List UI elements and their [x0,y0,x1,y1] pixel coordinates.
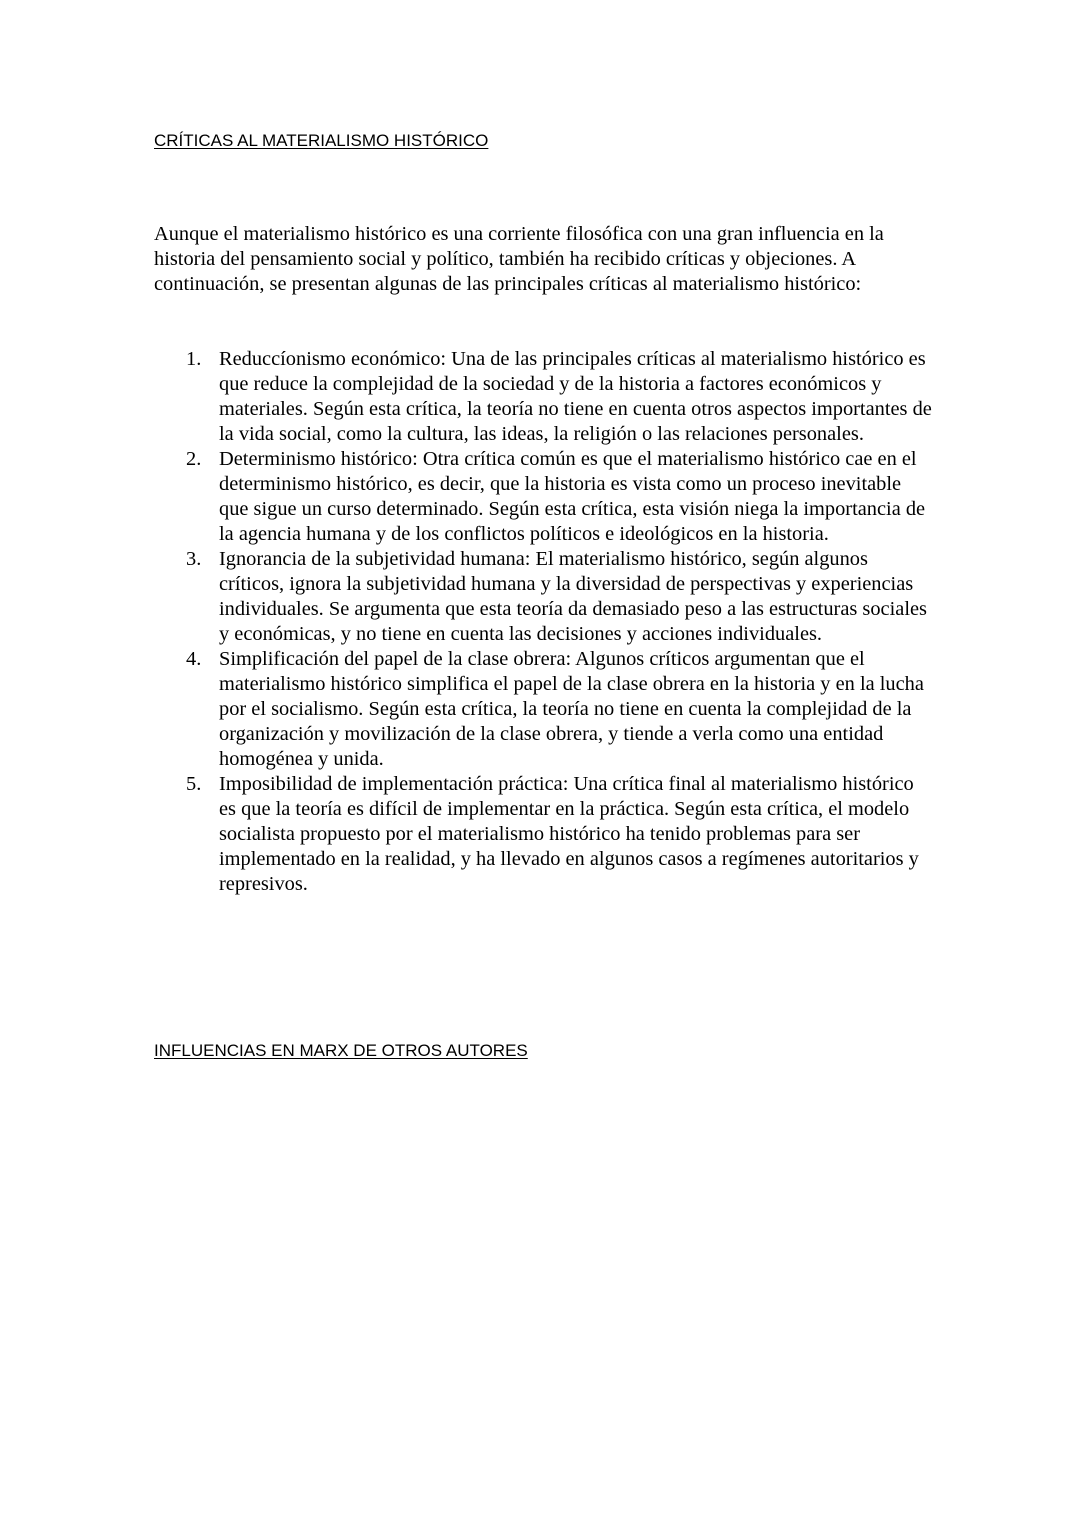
list-item [154,647,934,772]
list-item-number: 2. [186,448,202,470]
section-heading-criticas: CRÍTICAS AL MATERIALISMO HISTÓRICO [154,131,489,150]
list-item-number: 5. [186,773,202,795]
criticisms-list [154,347,934,897]
list-item [154,347,934,447]
list-item [154,447,934,547]
list-item-text: Ignorancia de la subjetividad humana: El materialismo histórico, según algunos críticos, ignora la subjetividad humana y la diversidad de perspectivas y experiencias individuales. Se argumenta que esta teoría da demasiado peso a las estructuras sociales y económicas, y no tiene en cuenta las decisiones y acciones individuales. [219,548,927,645]
intro-paragraph: Aunque el materialismo histórico es una corriente filosófica con una gran influencia en la historia del pensamiento social y político, también ha recibido críticas y objeciones. A continuación, se presentan algunas de las principales críticas al materialismo histórico: [154,223,884,295]
list-item-text: Determinismo histórico: Otra crítica común es que el materialismo histórico cae en el determinismo histórico, es decir, que la historia es vista como un proceso inevitable que sigue un curso determinado. Según esta crítica, esta visión niega la importancia de la agencia humana y de los conflictos políticos e ideológicos en la historia. [219,448,926,545]
section-heading-influencias: INFLUENCIAS EN MARX DE OTROS AUTORES [154,1041,528,1060]
list-item-text: Reduccíonismo económico: Una de las principales críticas al materialismo histórico es que reduce la complejidad de la sociedad y de la historia a factores económicos y materiales. Según esta crítica, la teoría no tiene en cuenta otros aspectos importantes de la vida social, como la cultura, las ideas, la religión o las relaciones personales. [219,348,932,445]
list-item-text: Simplificación del papel de la clase obrera: Algunos críticos argumentan que el materialismo histórico simplifica el papel de la clase obrera en la historia y en la lucha por el socialismo. Según esta crítica, la teoría no tiene en cuenta la complejidad de la organización y movilización de la clase obrera, y tiende a verla como una entidad homogénea y unida. [219,648,924,770]
list-item-number: 4. [186,648,202,670]
list-item-text: Imposibilidad de implementación práctica: Una crítica final al materialismo histórico es que la teoría es difícil de implementar en la práctica. Según esta crítica, el modelo socialista propuesto por el materialismo histórico ha tenido problemas para ser implementado en la realidad, y ha llevado en algunos casos a regímenes autoritarios y represivos. [219,773,919,895]
list-item [154,772,934,897]
list-item-number: 3. [186,548,202,570]
list-item-number: 1. [186,348,202,370]
list-item [154,547,934,647]
